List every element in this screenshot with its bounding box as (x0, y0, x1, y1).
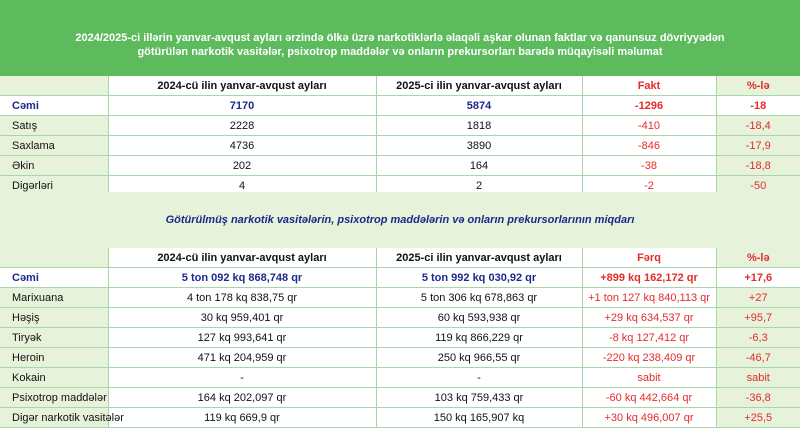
table-row (0, 388, 800, 408)
table-row (0, 308, 800, 328)
row-label: Saxlama (0, 136, 108, 156)
quantity-table-header (0, 248, 800, 268)
row-diff: -220 kq 238,409 qr (582, 348, 716, 368)
row-2025: 60 kq 593,938 qr (376, 308, 582, 328)
row-diff: +30 kq 496,007 qr (582, 408, 716, 428)
row-2025: 5 ton 306 kq 678,863 qr (376, 288, 582, 308)
row-diff: sabit (582, 368, 716, 388)
row-2024: 127 kq 993,641 qr (108, 328, 376, 348)
report-title-line1: 2024/2025-ci illərin yanvar-avqust ayları ərzində ölkə üzrə narkotiklərlə əlaqəli aşkar olunan faktlar və qanunsuz dövriyyədən (75, 32, 725, 44)
row-2025: 103 kq 759,433 qr (376, 388, 582, 408)
row-diff: -60 kq 442,664 qr (582, 388, 716, 408)
report-title (0, 0, 800, 76)
row-label: Həşiş (0, 308, 108, 328)
table-row (0, 408, 800, 428)
row-diff: -1296 (582, 96, 716, 116)
quantity-header-ferq: Fərq (582, 248, 716, 268)
row-percent: -18,8 (716, 156, 800, 176)
row-2024: 119 kq 669,9 qr (108, 408, 376, 428)
row-percent: +25,5 (716, 408, 800, 428)
row-2025: 5874 (376, 96, 582, 116)
row-label: Satış (0, 116, 108, 136)
row-label: Kokain (0, 368, 108, 388)
row-2024: 30 kq 959,401 qr (108, 308, 376, 328)
facts-header-fakt: Fakt (582, 76, 716, 96)
row-2025: 250 kq 966,55 qr (376, 348, 582, 368)
row-percent: -36,8 (716, 388, 800, 408)
row-2025: 1818 (376, 116, 582, 136)
row-2024: 2228 (108, 116, 376, 136)
row-label: Psixotrop maddələr (0, 388, 108, 408)
facts-header-2025: 2025-ci ilin yanvar-avqust ayları (376, 76, 582, 96)
row-diff: -410 (582, 116, 716, 136)
facts-table-header (0, 76, 800, 96)
row-percent: -18 (716, 96, 800, 116)
facts-header-label (0, 76, 108, 96)
facts-header-percent: %-lə (716, 76, 800, 96)
facts-header-2024: 2024-cü ilin yanvar-avqust ayları (108, 76, 376, 96)
row-2025: - (376, 368, 582, 388)
row-percent: -18,4 (716, 116, 800, 136)
row-percent: -46,7 (716, 348, 800, 368)
quantity-table (0, 248, 800, 428)
row-percent: +27 (716, 288, 800, 308)
quantity-header-percent: %-lə (716, 248, 800, 268)
row-label: Digərləri (0, 176, 108, 196)
facts-table (0, 76, 800, 196)
row-2025: 3890 (376, 136, 582, 156)
row-diff: +1 ton 127 kq 840,113 qr (582, 288, 716, 308)
table-row (0, 368, 800, 388)
row-2025: 2 (376, 176, 582, 196)
row-2024: 164 kq 202,097 qr (108, 388, 376, 408)
row-percent: +95,7 (716, 308, 800, 328)
table-row (0, 116, 800, 136)
row-2024: 471 kq 204,959 qr (108, 348, 376, 368)
row-percent: -6,3 (716, 328, 800, 348)
row-label: Cəmi (0, 268, 108, 288)
row-diff: -38 (582, 156, 716, 176)
row-percent: +17,6 (716, 268, 800, 288)
row-2024: 4736 (108, 136, 376, 156)
row-diff: +29 kq 634,537 qr (582, 308, 716, 328)
row-label: Tiryək (0, 328, 108, 348)
row-2024: 5 ton 092 kq 868,748 qr (108, 268, 376, 288)
row-label: Marixuana (0, 288, 108, 308)
row-2025: 5 ton 992 kq 030,92 qr (376, 268, 582, 288)
row-percent: -50 (716, 176, 800, 196)
report-title-line2: götürülən narkotik vasitələr, psixotrop maddələr və onların prekursorları barədə müqayisəli məlumat (137, 46, 663, 58)
row-diff: +899 kq 162,172 qr (582, 268, 716, 288)
row-2024: 4 ton 178 kq 838,75 qr (108, 288, 376, 308)
table-row (0, 348, 800, 368)
table-row (0, 136, 800, 156)
row-label: Digər narkotik vasitələr (0, 408, 108, 428)
row-percent: sabit (716, 368, 800, 388)
row-2024: 4 (108, 176, 376, 196)
table-row (0, 288, 800, 308)
row-diff: -2 (582, 176, 716, 196)
row-2024: 7170 (108, 96, 376, 116)
row-label: Heroin (0, 348, 108, 368)
row-label: Cəmi (0, 96, 108, 116)
table-row (0, 268, 800, 288)
row-percent: -17,9 (716, 136, 800, 156)
row-label: Əkin (0, 156, 108, 176)
table-row (0, 328, 800, 348)
row-2025: 119 kq 866,229 qr (376, 328, 582, 348)
quantity-header-2024: 2024-cü ilin yanvar-avqust ayları (108, 248, 376, 268)
row-2025: 164 (376, 156, 582, 176)
row-diff: -846 (582, 136, 716, 156)
table-row (0, 96, 800, 116)
row-2025: 150 kq 165,907 kq (376, 408, 582, 428)
row-2024: 202 (108, 156, 376, 176)
row-diff: -8 kq 127,412 qr (582, 328, 716, 348)
row-2024: - (108, 368, 376, 388)
table-row (0, 156, 800, 176)
quantity-subtitle: Götürülmüş narkotik vasitələrin, psixotrop maddələrin və onların prekursorlarının miqdarı (0, 192, 800, 248)
quantity-header-label (0, 248, 108, 268)
quantity-header-2025: 2025-ci ilin yanvar-avqust ayları (376, 248, 582, 268)
